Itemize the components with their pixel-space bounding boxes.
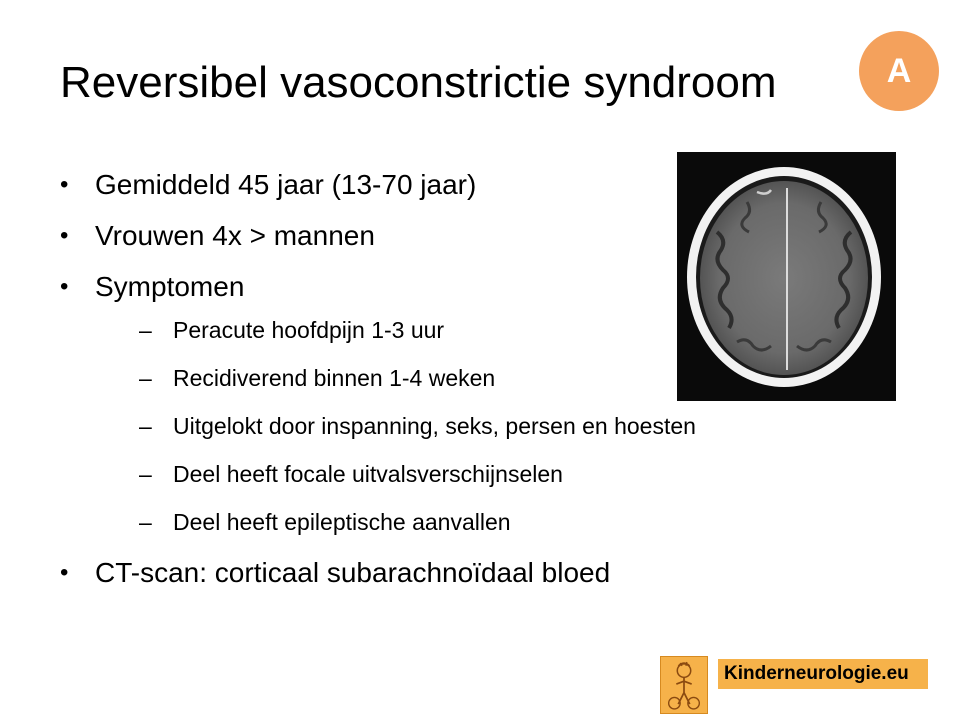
dash-marker: – bbox=[139, 461, 152, 487]
section-badge: A bbox=[859, 31, 939, 111]
sub-bullet-text: Deel heeft epileptische aanvallen bbox=[173, 509, 511, 535]
sub-bullet-text: Peracute hoofdpijn 1-3 uur bbox=[173, 317, 445, 343]
dash-marker: – bbox=[139, 413, 152, 439]
bullet-text: Symptomen bbox=[95, 271, 245, 302]
bullet-item bbox=[60, 270, 880, 536]
bullet-item bbox=[60, 556, 880, 590]
sub-bullet-list bbox=[95, 316, 880, 536]
bullet-marker: • bbox=[60, 171, 69, 198]
dash-marker: – bbox=[139, 509, 152, 535]
sub-bullet-text: Deel heeft focale uitvalsverschijnselen bbox=[173, 461, 563, 487]
bullet-text: CT-scan: corticaal subarachnoïdaal bloed bbox=[95, 557, 611, 588]
bullet-item bbox=[60, 168, 880, 202]
bullet-text: Vrouwen 4x > mannen bbox=[95, 220, 375, 251]
bullet-item bbox=[60, 219, 880, 253]
dash-marker: – bbox=[139, 317, 152, 343]
bullet-marker: • bbox=[60, 273, 69, 300]
dash-marker: – bbox=[139, 365, 152, 391]
sub-bullet-text: Recidiverend binnen 1-4 weken bbox=[173, 365, 496, 391]
sub-bullet-item bbox=[95, 508, 880, 536]
sub-bullet-text: Uitgelokt door inspanning, seks, persen en hoesten bbox=[173, 413, 696, 439]
sub-bullet-item bbox=[95, 316, 880, 344]
bullet-list bbox=[60, 168, 880, 607]
bullet-marker: • bbox=[60, 222, 69, 249]
sub-bullet-item bbox=[95, 364, 880, 392]
slide-title: Reversibel vasoconstrictie syndroom bbox=[60, 58, 777, 107]
sub-bullet-item bbox=[95, 460, 880, 488]
logo-icon bbox=[660, 656, 708, 714]
bullet-marker: • bbox=[60, 559, 69, 586]
sub-bullet-item bbox=[95, 412, 880, 440]
brand-name: Kinderneurologie.eu bbox=[718, 659, 928, 689]
bullet-text: Gemiddeld 45 jaar (13-70 jaar) bbox=[95, 169, 477, 200]
